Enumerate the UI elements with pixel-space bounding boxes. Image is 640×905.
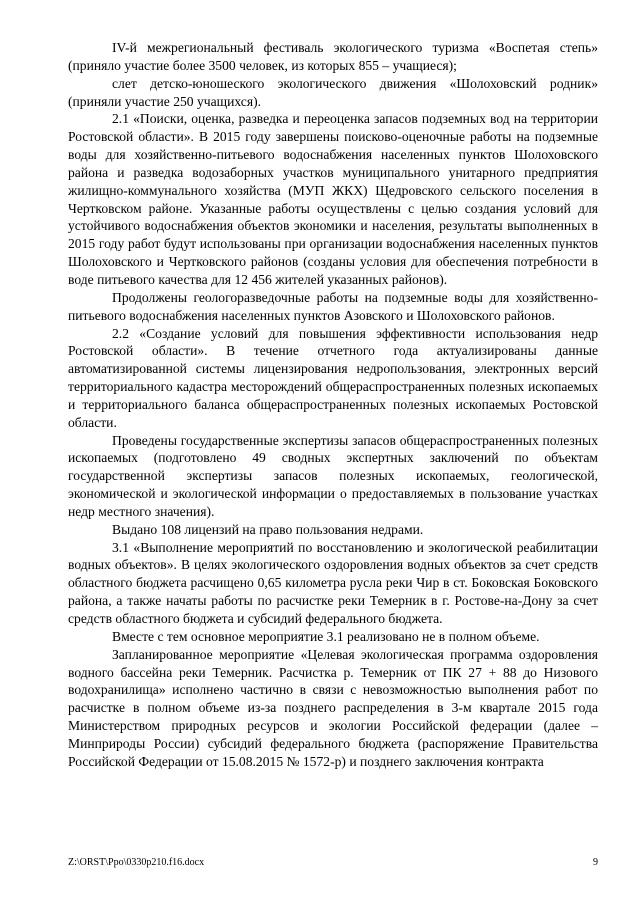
paragraph-incomplete: Вместе с тем основное мероприятие 3.1 реализовано не в полном объеме. — [112, 628, 540, 644]
file-path: Z:\ORST\Ppo\0330p210.f16.docx — [68, 857, 205, 868]
paragraph-section-2-2: 2.2 «Создание условий для повышения эффективности использования недр Ростовской области». В течение отчетного года актуализированы данные автоматизированной системы лицензирования недропользования, электронных версий территориального кадастра месторождений общераспространенных полезных ископаемых и территориального баланса общераспространенных полезных ископаемых Ростовской области. — [68, 325, 598, 430]
paragraph-geology-works: Продолжены геологоразведочные работы на подземные воды для хозяйственно-питьевого водоснабжения населенных пунктов Азовского и Шолоховского районов. — [68, 289, 598, 323]
page-number: 9 — [593, 857, 598, 868]
paragraph-expertise: Проведены государственные экспертизы запасов общераспространенных полезных ископаемых (подготовлено 49 сводных экспертных заключений по объектам государственной экспертизы запасов полезных ископаемых, геологической, экономической и экологической информации о предоставляемых в пользование участках недр местного значения). — [68, 432, 598, 519]
paragraph-section-3-1: 3.1 «Выполнение мероприятий по восстановлению и экологической реабилитации водных объектов». В целях экологического оздоровления водных объектов за счет средств областного бюджета расчищено 0,65 километра русла реки Чир в ст. Боковская Боковского района, а также начаты работы по расчистке реки Темерник в г. Ростове-на-Дону за счет средств областного бюджета и субсидий федерального бюджета. — [68, 539, 598, 626]
paragraph-section-2-1: 2.1 «Поиски, оценка, разведка и переоценка запасов подземных вод на территории Ростовской области». В 2015 году завершены поисково-оценочные работы на подземные воды для хозяйственно-питьевого водоснабжения населенных пунктов Шолоховского района и разведка водозаборных участков муниципального унитарного предприятия жилищно-коммунального хозяйства (МУП ЖКХ) Щедровского сельского поселения в Чертковском районе. Указанные работы осуществлены с целью создания условий для устойчивого водоснабжения объектов экономики и населения, результаты выполненных в 2015 году работ будут использованы при организации водоснабжения населенных пунктов Шолоховского и Чертковского районов (созданы условия для обеспечения потребности в воде питьевого качества для 12 456 жителей указанных районов). — [68, 111, 598, 287]
paragraph-licenses: Выдано 108 лицензий на право пользования недрами. — [112, 521, 424, 537]
paragraph-temernik-program: Запланированное мероприятие «Целевая экологическая программа оздоровления водного бассейна реки Темерник. Расчистка р. Темерник от ПК 27 + 88 до Низового водохранилища» исполнено частично в связи с невозможностью выполнения работ по расчистке в полном объеме из-за позднего распределения в 3-м квартале 2015 года Министерством природных ресурсов и экологии Российской федерации (далее – Минприроды России) субсидий федерального бюджета (распоряжение Правительства Российской Федерации от 15.08.2015 № 1572-р) и позднего заключения контракта — [68, 646, 598, 769]
paragraph-rally: слет детско-юношеского экологического движения «Шолоховский родник» (приняли участие 250 учащихся). — [68, 75, 598, 109]
paragraph-festival: IV-й межрегиональный фестиваль экологического туризма «Воспетая степь» (приняло участие более 3500 человек, из которых 855 – учащиеся); — [68, 40, 598, 73]
document-body — [68, 39, 598, 771]
